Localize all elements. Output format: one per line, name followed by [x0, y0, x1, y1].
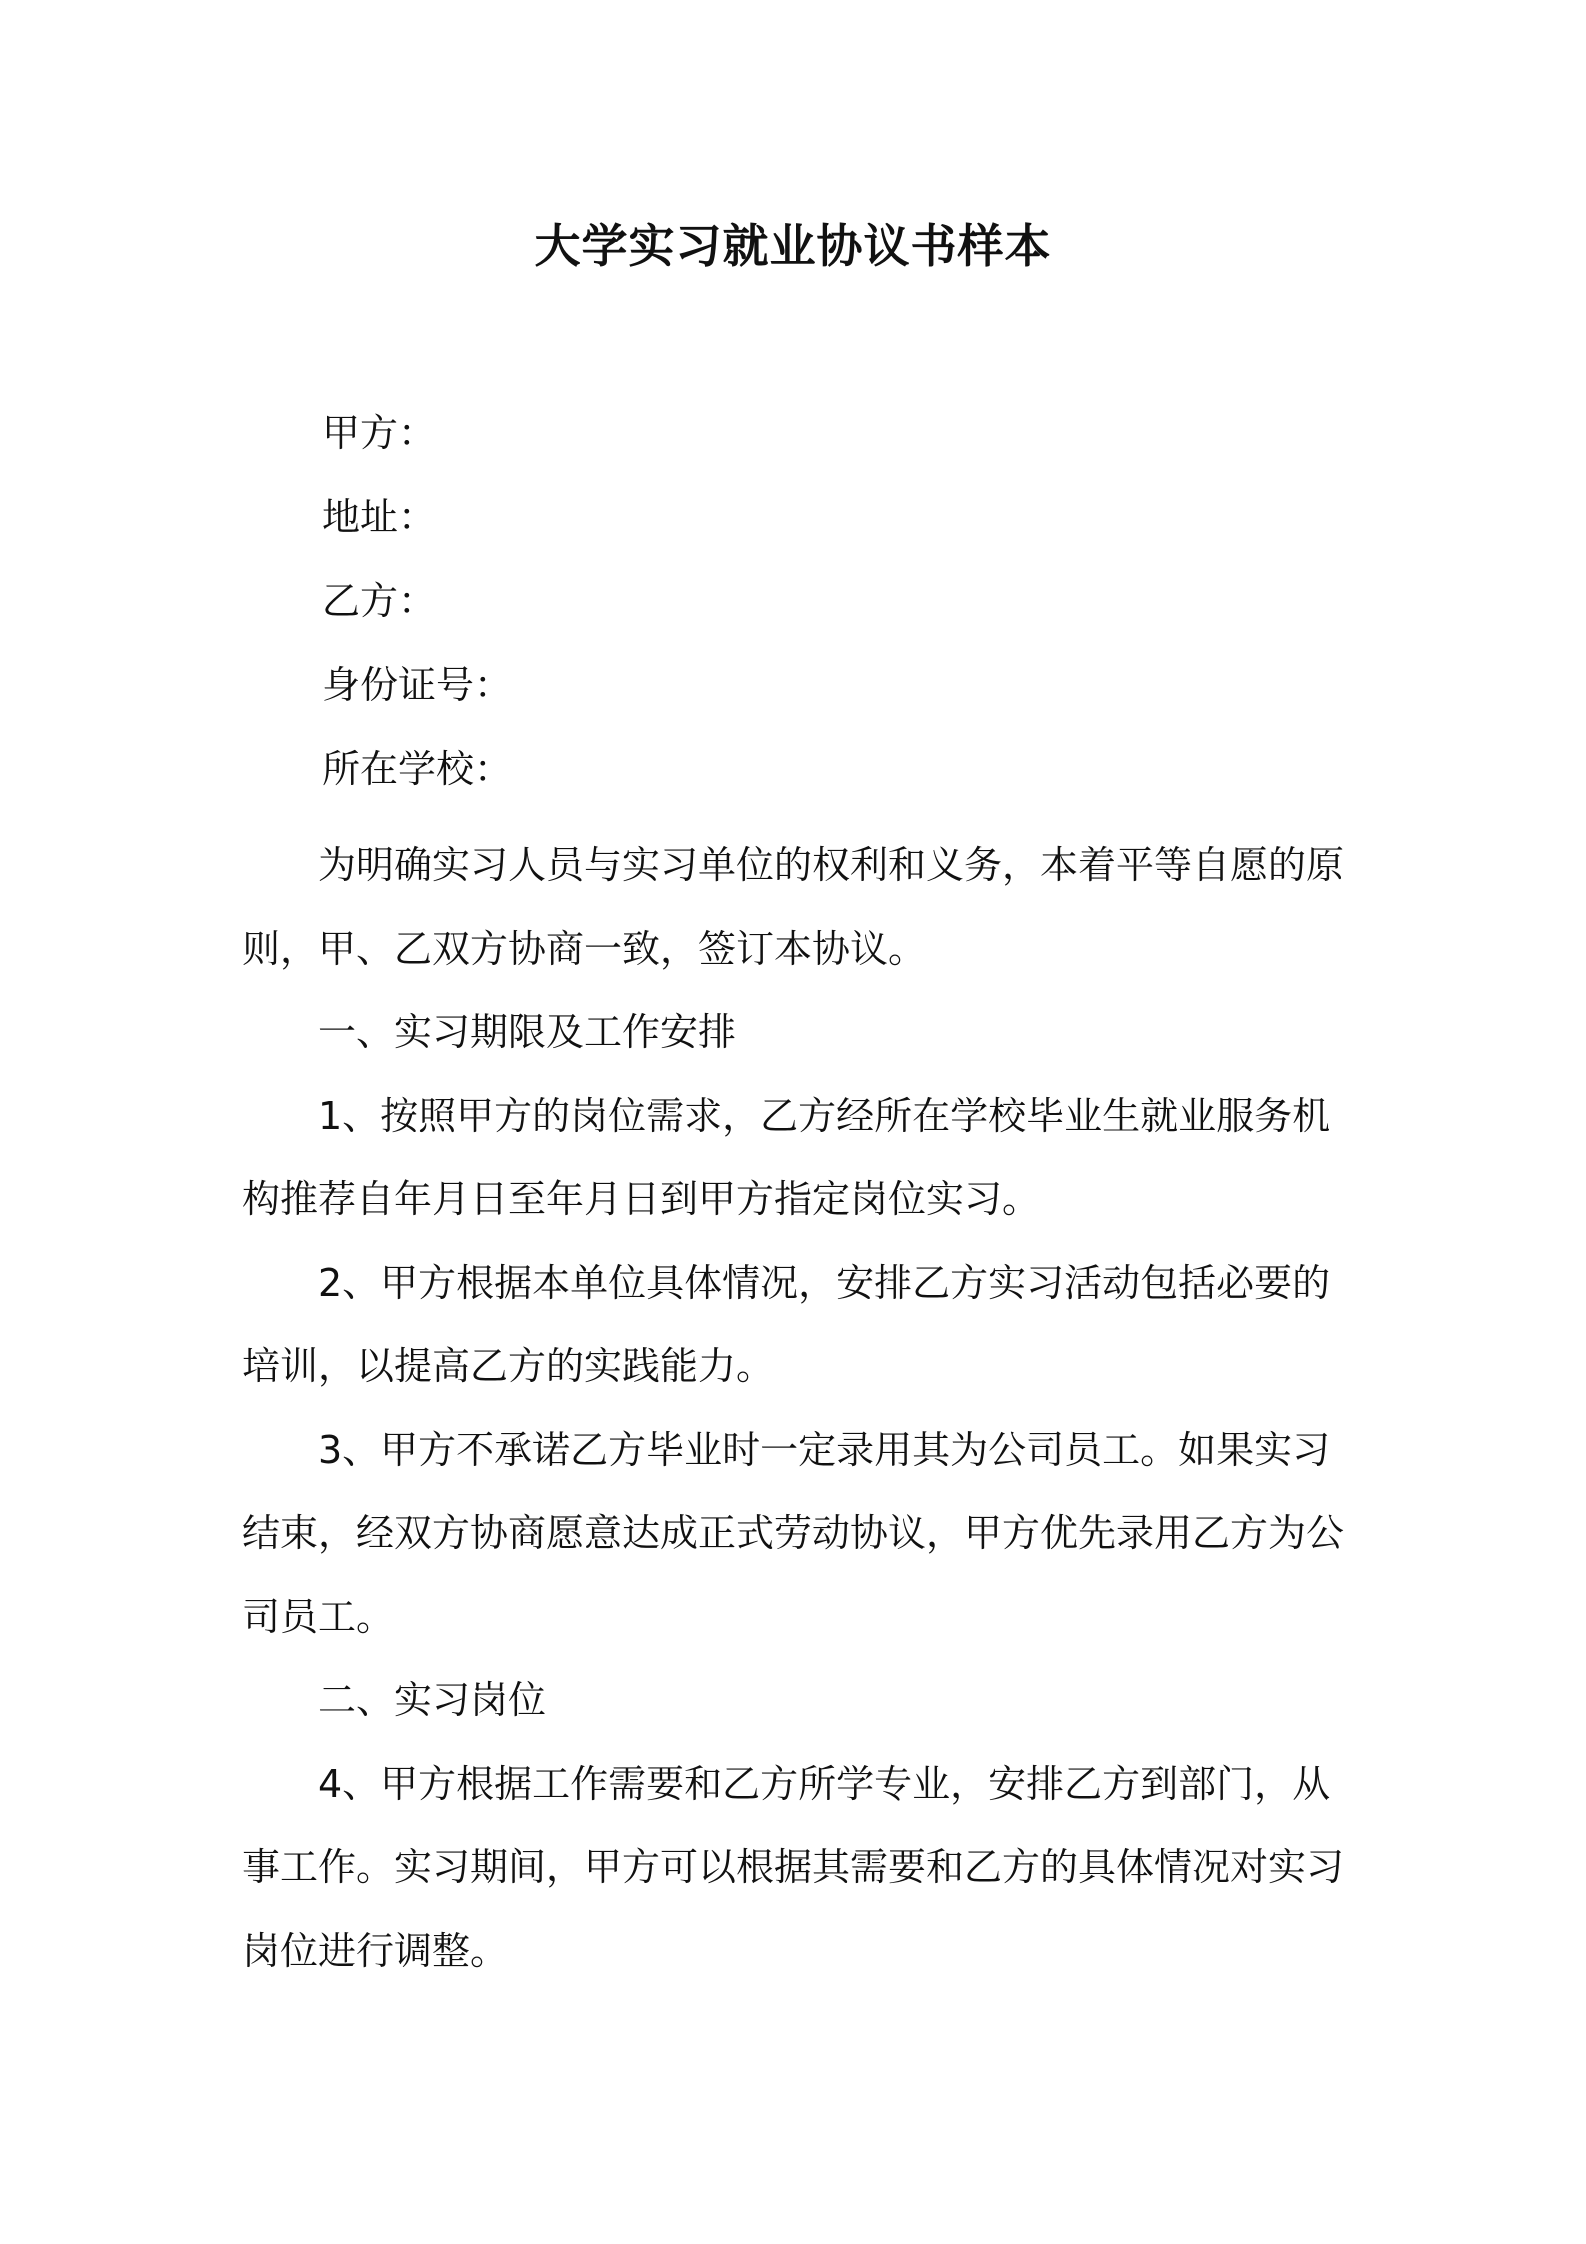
field-party-b: 乙方：: [322, 579, 437, 623]
party-info-fields: [322, 408, 512, 828]
agreement-body: [242, 824, 1352, 1993]
section-heading-2: 二、实习岗位: [318, 1678, 547, 1722]
field-id-number: 身份证号：: [322, 663, 513, 707]
field-party-a: 甲方：: [322, 411, 437, 455]
clause-4: 4、甲方根据工作需要和乙方所学专业，安排乙方到部门，从事工作。实习期间，甲方可以根据其需要和乙方的具体情况对实习岗位进行调整。: [242, 1761, 1345, 1973]
section-heading-1: 一、实习期限及工作安排: [318, 1010, 737, 1054]
field-school: 所在学校：: [322, 747, 513, 791]
clause-3: 3、甲方不承诺乙方毕业时一定录用其为公司员工。如果实习结束，经双方协商愿意达成正式劳动协议，甲方优先录用乙方为公司员工。: [242, 1427, 1345, 1639]
clause-1: 1、按照甲方的岗位需求，乙方经所在学校毕业生就业服务机构推荐自年月日至年月日到甲方指定岗位实习。: [242, 1093, 1331, 1221]
clause-2: 2、甲方根据本单位具体情况，安排乙方实习活动包括必要的培训，以提高乙方的实践能力。: [242, 1260, 1331, 1388]
document-title: 大学实习就业协议书样本: [534, 219, 1052, 273]
intro-paragraph: 为明确实习人员与实习单位的权利和义务，本着平等自愿的原则，甲、乙双方协商一致，签订本协议。: [242, 843, 1345, 971]
field-address: 地址：: [322, 495, 437, 539]
